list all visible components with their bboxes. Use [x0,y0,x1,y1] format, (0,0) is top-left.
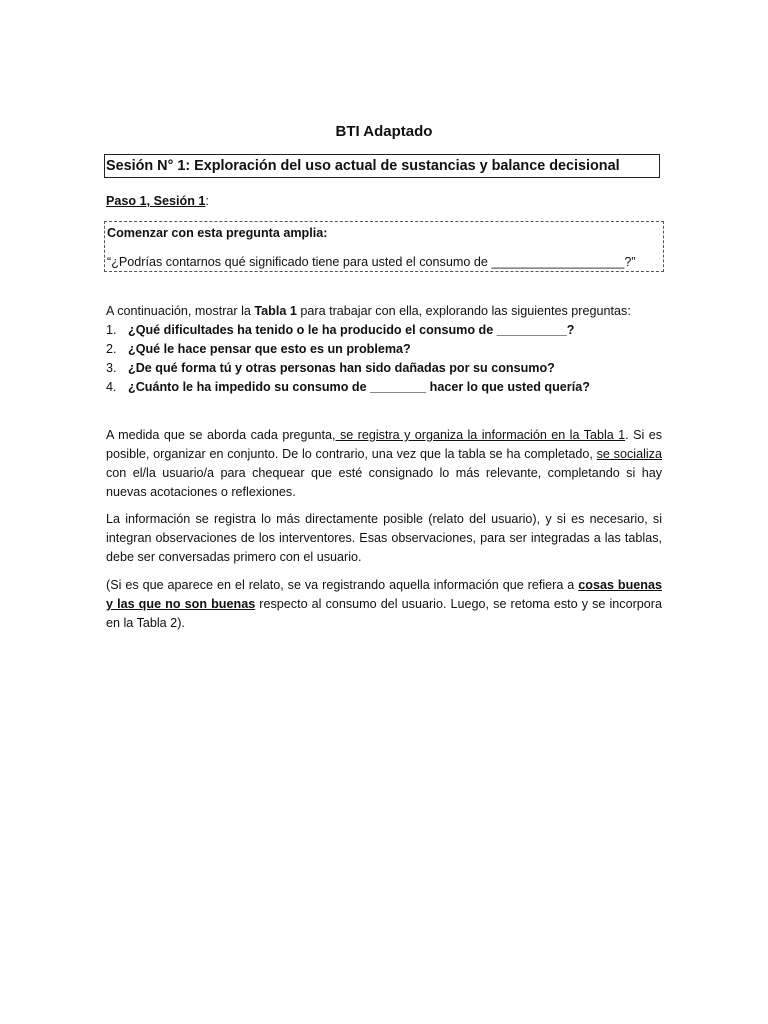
paragraph-text: con el/la usuario/a para chequear que esté consignado lo más relevante, completando si hay nuevas acotaciones o reflexiones. [106,466,662,499]
session-heading: Sesión N° 1: Exploración del uso actual de sustancias y balance decisional [104,154,660,178]
paragraph-text: respecto al consumo del usuario. Luego, se retoma esto y se incorpora en la Tabla 2). [106,597,662,630]
list-item [106,340,590,359]
question-list [106,321,590,397]
paragraph-text: A medida que se aborda cada pregunta, [106,428,336,442]
paragraph-good-bad [106,576,662,633]
intro-before: A continuación, mostrar la [106,304,255,318]
list-item-number: 1. [106,323,117,337]
step-label-text: Paso 1, Sesión 1 [106,194,206,208]
question-box-title: Comenzar con esta pregunta amplia: [107,226,328,240]
list-item-text: ¿Cuánto le ha impedido su consumo de ________ hacer lo que usted quería? [128,380,590,394]
intro-after: para trabajar con ella, explorando las siguientes preguntas: [296,304,631,318]
question-box [104,221,664,272]
bold-underlined-text: cosas buenas y las que no son buenas [106,578,662,611]
intro-line [106,302,631,321]
list-item [106,321,590,340]
list-item-text: ¿De qué forma tú y otras personas han sido dañadas por su consumo? [128,361,555,375]
paragraph-text: (Si es que aparece en el relato, se va registrando aquella información que refiera a [106,578,579,592]
list-item-number: 4. [106,380,117,394]
step-label-suffix: : [205,194,209,208]
list-item-text: ¿Qué le hace pensar que esto es un problema? [128,342,411,356]
list-item [106,359,590,378]
list-item-number: 2. [106,342,117,356]
question-box-quote: “¿Podrías contarnos qué significado tiene para usted el consumo de ___________________?” [107,255,636,269]
underlined-text: se registra y organiza la información en la Tabla 1 [335,428,626,442]
paragraph-text: . Si es posible, organizar en conjunto. De lo contrario, una vez que la tabla se ha completado, [106,428,662,461]
intro-table-ref: Tabla 1 [254,304,297,318]
paragraph-registration [106,426,662,502]
step-label [106,192,209,211]
list-item [106,378,590,397]
document-title: BTI Adaptado [335,123,433,140]
paragraph-information: La información se registra lo más directamente posible (relato del usuario), y si es necesario, si integran observaciones de los interventores. Esas observaciones, para ser integradas a las tablas, debe ser conversadas primero con el usuario. [106,512,662,564]
underlined-text: se socializa [596,447,662,461]
list-item-number: 3. [106,361,117,375]
list-item-text: ¿Qué dificultades ha tenido o le ha producido el consumo de __________? [128,323,575,337]
